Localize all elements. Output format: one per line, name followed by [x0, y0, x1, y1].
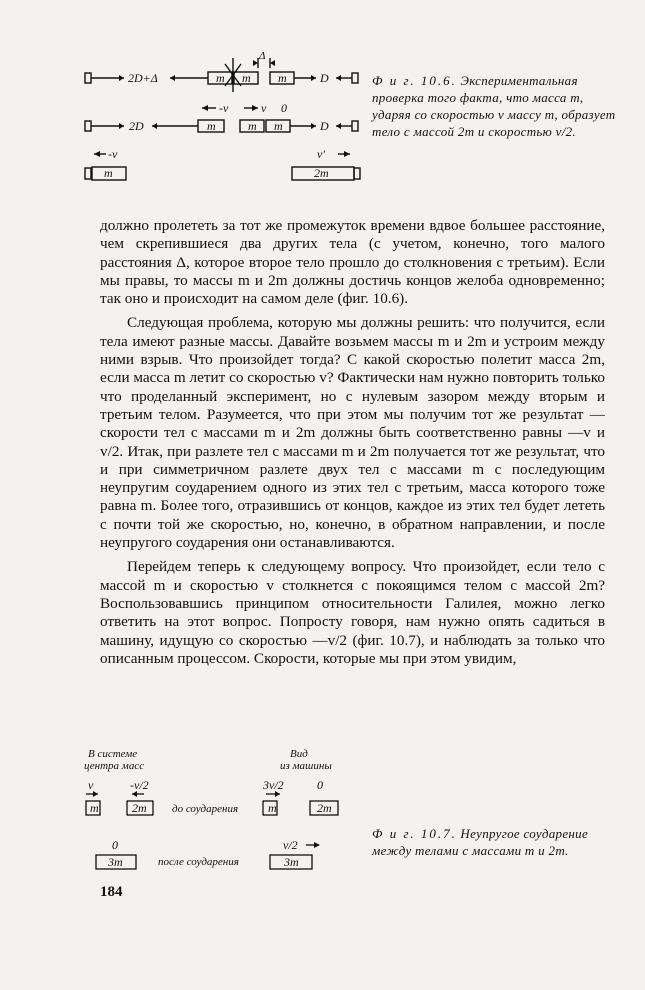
- row3-mass-2m: 2m: [314, 166, 329, 180]
- body-text: [100, 217, 605, 674]
- label-before: до соударения: [172, 803, 239, 815]
- mass-2m-2: 2m: [317, 801, 332, 815]
- label-after: после соударения: [158, 856, 239, 868]
- figure-10-6-caption: [372, 72, 622, 140]
- vel-minus-v2: -v/2: [130, 778, 149, 792]
- row3-vel-left: -v: [108, 147, 118, 161]
- row2-vel-minus-v: -v: [219, 101, 229, 115]
- row1-mass-2: m: [242, 71, 251, 85]
- after-vel-v2: v/2: [283, 838, 298, 852]
- row2-mass-2: m: [248, 119, 257, 133]
- row2-mass-1: m: [207, 119, 216, 133]
- paragraph-3: Перейдем теперь к следующему вопросу. Что произойдет, если тело с массой m и скоростью v столкнется с покоящимся телом с массой 2m? Воспользовавшись принципом относительности Галилея, можно легко ответить на этот вопрос. Попросту говоря, нам нужно опять садиться в машину, идущую со скоростью —v/2 (фиг. 10.7), и наблюдать за только что описанным процессом. Скорости, которые мы при этом увидим,: [100, 558, 605, 667]
- row2-vel-v: v: [261, 101, 267, 115]
- caption2-text: Неупругое соударение между телами с массами m и 2m.: [372, 826, 589, 858]
- after-vel-zero: 0: [112, 838, 118, 852]
- header-cm-2: центра масс: [84, 760, 145, 772]
- paragraph-2: Следующая проблема, которую мы должны решить: что получится, если тела имеют разные массы. Давайте возьмем массы m и 2m и устроим между ними взрыв. Что произойдет тогда? С какой скоростью полетит масса 2m, если масса m летит со скоростью v? Фактически нам нужно повторить только что проделанный эксперимент, но с нулевым зазором между вторым и третьим телом. Разумеется, что при этом мы получим тот же результат — скорости тел с массами m и 2m должны быть соответственно равны —v и v/2. Итак, при разлете тел с массами m и 2m получается тот же результат, что и при симметричном разлете двух тел с массами m с последующим неупругим соударением одного из этих тел с третьим, масса которого тоже равна m. Более того, отразившись от концов, каждое из этих тел будет лететь с почти той же скоростью, но, конечно, в обратном направлении, и после неупругого соударения они останавливаются.: [100, 314, 605, 552]
- vel-v: v: [88, 778, 94, 792]
- row1-right-distance: D: [320, 71, 329, 85]
- header-cm-1: В системе: [88, 748, 138, 760]
- gap-delta-label: Δ: [259, 50, 266, 62]
- row3-mass-m: m: [104, 166, 113, 180]
- row2-right-distance: D: [320, 119, 329, 133]
- mass-3m-1: 3m: [108, 855, 123, 869]
- row1-mass-3: m: [278, 71, 287, 85]
- caption2-lead: Ф и г. 10.7.: [372, 826, 457, 841]
- header-car-2: из машины: [280, 760, 332, 772]
- row2-mass-3: m: [274, 119, 283, 133]
- row2-distance-label: 2D: [129, 119, 144, 133]
- mass-3m-2: 3m: [284, 855, 299, 869]
- header-car-1: Вид: [290, 748, 308, 760]
- mass-m-2: m: [268, 801, 277, 815]
- caption-text: Экспериментальная проверка того факта, что масса m, ударяя со скоростью v массу m, образует тело с массой 2m и скоростью v/2.: [372, 73, 616, 139]
- row3-vel-right: v': [317, 147, 325, 161]
- figure-10-7-caption: [372, 825, 612, 859]
- paragraph-1: должно пролететь за тот же промежуток времени вдвое большее расстояние, чем скрепившиеся два других тела (с учетом, конечно, того малого расстояния Δ, которое второе тело прошло до столкновения с третьим). Если мы правы, то массы m и 2m должны достичь концов желоба одновременно; так оно и происходит на самом деле (фиг. 10.6).: [100, 217, 605, 308]
- row1-distance-label: 2D+Δ: [128, 71, 158, 85]
- vel-zero: 0: [317, 778, 323, 792]
- mass-2m-1: 2m: [132, 801, 147, 815]
- figure-10-7: [80, 745, 370, 875]
- mass-m-1: m: [90, 801, 99, 815]
- vel-3v2: 3v/2: [263, 778, 284, 792]
- row2-vel-zero: 0: [281, 101, 287, 115]
- figure-10-6: [84, 50, 374, 190]
- caption-lead: Ф и г. 10.6.: [372, 73, 457, 88]
- page-number: 184: [100, 884, 123, 900]
- row1-mass-1: m: [216, 71, 225, 85]
